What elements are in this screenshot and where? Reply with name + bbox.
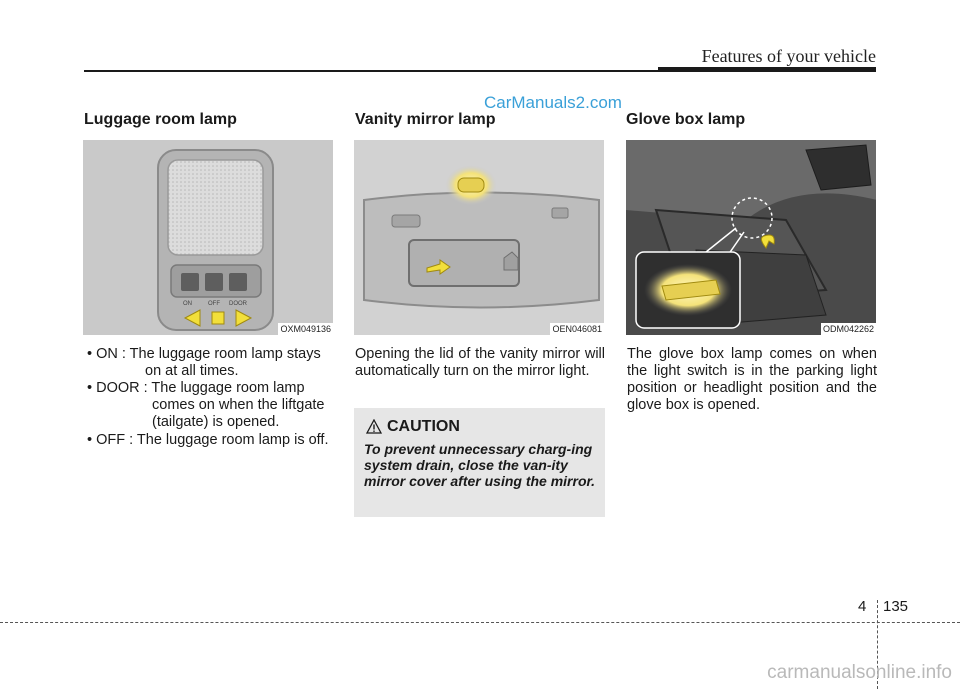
header-rule-accent (658, 67, 876, 72)
bullet-on (87, 346, 333, 380)
figure-glove-box (626, 140, 876, 335)
watermark-bottom-link[interactable]: carmanualsonline.info (767, 662, 952, 683)
chapter-number: 4 (858, 598, 867, 615)
section-heading-glove-box-lamp: Glove box lamp (626, 111, 746, 128)
watermark-link[interactable]: CarManuals2.com (484, 93, 622, 112)
caution-box (354, 408, 605, 517)
figure-luggage-lamp (83, 140, 333, 335)
bullet-door-cont1: comes on when the liftgate (152, 397, 325, 413)
figure-code: OXM049136 (280, 324, 331, 334)
running-header: Features of your vehicle (701, 46, 876, 66)
vanity-mirror-illustration (354, 140, 604, 335)
footer-rule (0, 622, 960, 623)
switch-label-door: DOOR (229, 301, 247, 307)
warning-triangle-icon (366, 419, 382, 435)
vanity-body-text: Opening the lid of the vanity mirror will automatically turn on the mirror light. (355, 346, 605, 379)
figure-code: ODM042262 (822, 324, 874, 334)
bullet-door-cont2: (tailgate) is opened. (152, 414, 280, 430)
luggage-lamp-illustration (83, 140, 333, 335)
bullet-door (87, 380, 333, 431)
glove-box-illustration (626, 140, 876, 335)
bullet-off-lead: • OFF : The luggage room lamp is off. (87, 432, 329, 448)
switch-label-off: OFF (208, 301, 220, 307)
bullet-off (87, 432, 337, 449)
section-heading-vanity-mirror-lamp: Vanity mirror lamp (355, 111, 496, 128)
caution-title: CAUTION (387, 418, 460, 435)
figure-vanity-mirror (354, 140, 604, 335)
bullet-door-lead: • DOOR : The luggage room lamp (87, 380, 305, 396)
caution-text: To prevent unnecessary charg-ing system drain, close the van-ity mirror cover after using the mirror. (364, 441, 596, 489)
page-number: 135 (883, 598, 909, 615)
lamp-icon (458, 178, 484, 192)
square-icon (212, 312, 224, 324)
glove-body-text: The glove box lamp comes on when the light switch is in the parking light position or headlight position and the glove box is opened. (627, 346, 877, 413)
switch-label-on: ON (183, 301, 192, 307)
figure-code: OEN046081 (552, 324, 602, 334)
section-heading-luggage-room-lamp: Luggage room lamp (84, 111, 237, 128)
bullet-on-lead: • ON : The luggage room lamp stays (87, 346, 321, 362)
bullet-on-cont: on at all times. (145, 363, 239, 379)
